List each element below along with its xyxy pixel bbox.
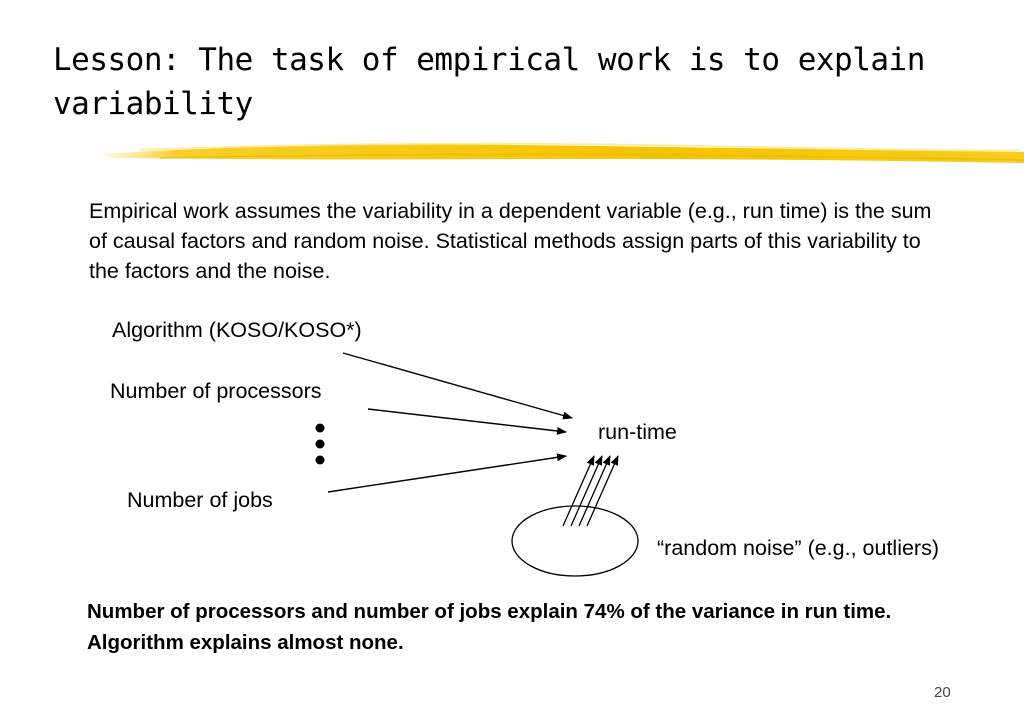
conclusion-text: Number of processors and number of jobs explain 74% of the variance in run time. Algorithm explains almost none.: [87, 600, 892, 654]
arrow-jobs: [328, 456, 566, 492]
outcome-label: run-time: [598, 420, 677, 444]
page-number: 20: [934, 684, 951, 701]
noise-arrow: [587, 456, 618, 526]
noise-arrow: [563, 456, 594, 526]
ellipsis-dot: [316, 440, 325, 449]
body-paragraph: Empirical work assumes the variability in a dependent variable (e.g., run time) is the sum of causal factors and random noise. Statistical methods assign parts of this variability to the factors and the noise.: [89, 199, 932, 283]
factor-algorithm-label: Algorithm (KOSO/KOSO*): [112, 318, 362, 342]
arrow-processors: [368, 409, 566, 432]
factor-jobs-label: Number of jobs: [127, 488, 273, 512]
factor-processors-label: Number of processors: [110, 379, 322, 403]
slide-title: Lesson: The task of empirical work is to explain variability: [53, 42, 925, 122]
ellipsis-dot: [316, 456, 325, 465]
noise-arrow: [579, 456, 610, 526]
ellipsis-dot: [316, 424, 325, 433]
noise-arrow: [571, 456, 602, 526]
arrow-algorithm: [343, 353, 572, 418]
noise-label: “random noise” (e.g., outliers): [657, 536, 939, 560]
